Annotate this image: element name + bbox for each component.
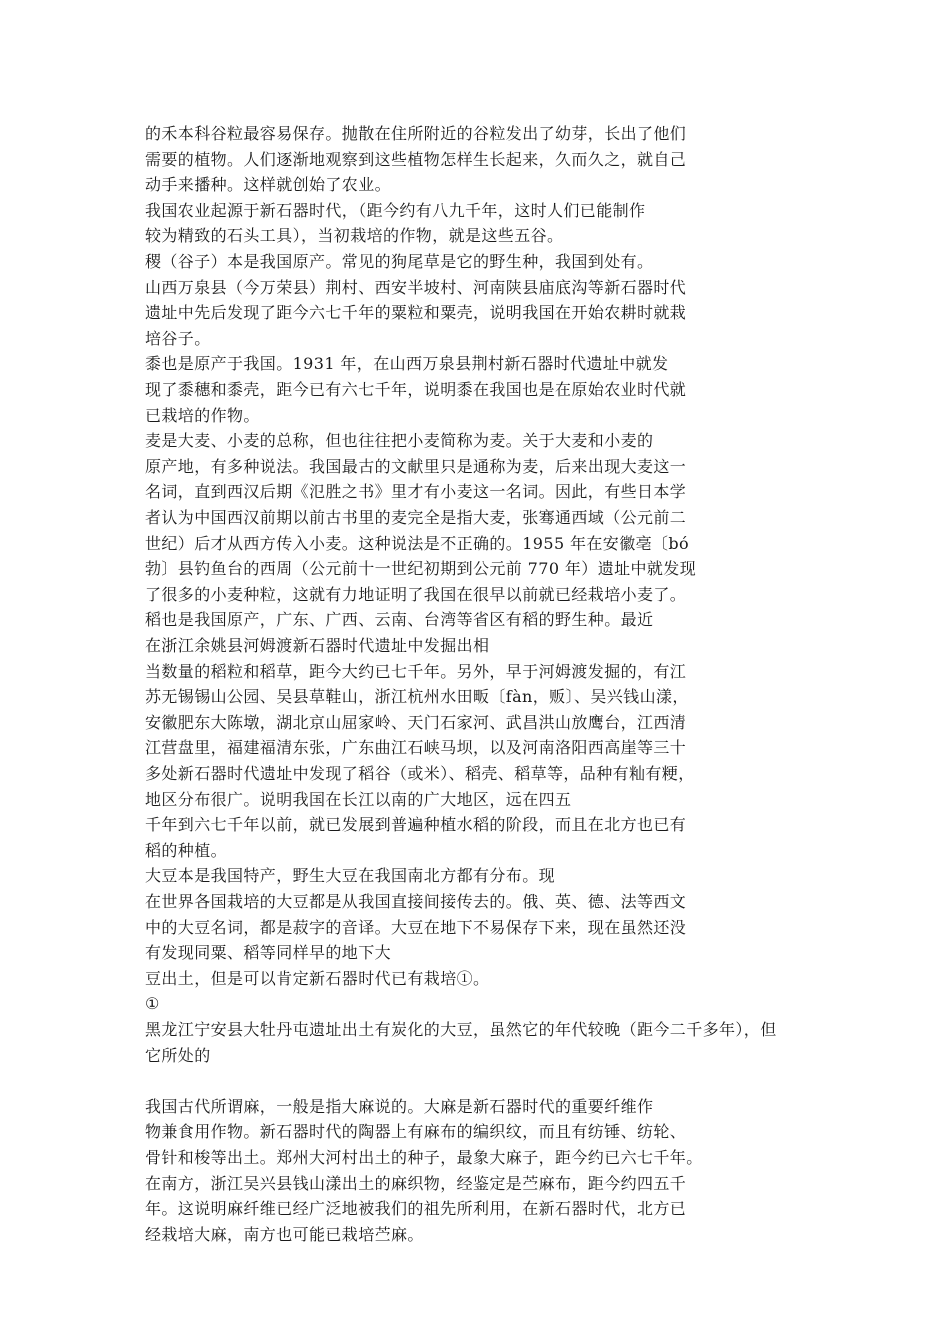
text-line: 它所处的 bbox=[145, 1045, 211, 1065]
text-line: 名词，直到西汉后期《氾胜之书》里才有小麦这一名词。因此，有些日本学 bbox=[145, 482, 687, 502]
text-line: 安徽肥东大陈墩，湖北京山屈家岭、天门石家河、武昌洪山放鹰台，江西清 bbox=[145, 712, 687, 732]
text-line: 的禾本科谷粒最容易保存。抛散在住所附近的谷粒发出了幼芽，长出了他们 bbox=[145, 124, 687, 143]
text-line: 豆出土，但是可以肯定新石器时代已有栽培①。 bbox=[145, 968, 490, 988]
text-line: 稷（谷子）本是我国原产。常见的狗尾草是它的野生种，我国到处有。 bbox=[145, 252, 654, 271]
text-line: 在南方，浙江吴兴县钱山漾出土的麻织物，经鉴定是苎麻布，距今约四五千 bbox=[145, 1173, 687, 1193]
text-line: 有发现同粟、稻等同样早的地下大 bbox=[145, 943, 392, 963]
text-line: 大豆本是我国特产，野生大豆在我国南北方都有分布。现 bbox=[145, 866, 556, 886]
text-line: 苏无锡锡山公园、吴县草鞋山，浙江杭州水田畈〔fàn，贩〕、吴兴钱山漾， bbox=[145, 687, 689, 707]
text-line: 麦是大麦、小麦的总称，但也往往把小麦简称为麦。关于大麦和小麦的 bbox=[145, 431, 654, 451]
text-line: 在世界各国栽培的大豆都是从我国直接间接传去的。俄、英、德、法等西文 bbox=[145, 892, 687, 911]
text-line: 多处新石器时代遗址中发现了稻谷（或米）、稻壳、稻草等，品种有籼有粳， bbox=[145, 764, 695, 783]
text-line: 骨针和梭等出土。郑州大河村出土的种子，最象大麻子，距今约已六七千年。 bbox=[145, 1148, 703, 1167]
text-line: 世纪）后才从西方传入小麦。这种说法是不正确的。1955 年在安徽亳〔bó bbox=[145, 533, 690, 553]
text-line: 勃〕县钓鱼台的西周（公元前十一世纪初期到公元前 770 年）遗址中就发现 bbox=[145, 559, 697, 579]
text-line: 经栽培大麻，南方也可能已栽培苎麻。 bbox=[145, 1224, 424, 1244]
text-line: 物兼食用作物。新石器时代的陶器上有麻布的编织纹，而且有纺锤、纺轮、 bbox=[145, 1122, 687, 1142]
text-line: 江营盘里，福建福清东张，广东曲江石峡马坝，以及河南洛阳西高崖等三十 bbox=[145, 738, 687, 758]
text-line: 稻也是我国原产，广东、广西、云南、台湾等省区有稻的野生种。最近 bbox=[145, 610, 654, 630]
text-line: ① bbox=[145, 994, 160, 1014]
text-line: 已栽培的作物。 bbox=[145, 405, 260, 425]
text-line: 黑龙江宁安县大牡丹屯遗址出土有炭化的大豆，虽然它的年代较晚（距今二千多年），但 bbox=[145, 1020, 777, 1039]
text-line: 我国农业起源于新石器时代，（距今约有八九千年，这时人们已能制作 bbox=[145, 200, 646, 220]
text-line: 我国古代所谓麻，一般是指大麻说的。大麻是新石器时代的重要纤维作 bbox=[145, 1096, 654, 1116]
text-line: 中的大豆名词，都是菽字的音译。大豆在地下不易保存下来，现在虽然还没 bbox=[145, 917, 687, 937]
text-line: 现了黍穗和黍壳，距今已有六七千年，说明黍在我国也是在原始农业时代就 bbox=[145, 380, 687, 399]
text-line: 较为精致的石头工具），当初栽培的作物，就是这些五谷。 bbox=[145, 226, 564, 246]
text-line: 培谷子。 bbox=[145, 328, 211, 348]
text-line: 动手来播种。这样就创始了农业。 bbox=[145, 175, 392, 195]
text-line: 稻的种植。 bbox=[145, 840, 228, 860]
text-line: 原产地，有多种说法。我国最古的文献里只是通称为麦，后来出现大麦这一 bbox=[145, 456, 687, 476]
text-line: 年。这说明麻纤维已经广泛地被我们的祖先所利用，在新石器时代，北方已 bbox=[145, 1199, 687, 1219]
text-line: 山西万泉县（今万荣县）荆村、西安半坡村、河南陕县庙底沟等新石器时代 bbox=[145, 277, 687, 297]
text-line: 当数量的稻粒和稻草，距今大约已七千年。另外，早于河姆渡发掘的，有江 bbox=[145, 661, 687, 681]
text-line: 地区分布很广。说明我国在长江以南的广大地区，远在四五 bbox=[145, 789, 572, 809]
text-line: 者认为中国西汉前期以前古书里的麦完全是指大麦，张骞通西域（公元前二 bbox=[145, 508, 687, 527]
text-line: 遗址中先后发现了距今六七千年的粟粒和粟壳，说明我国在开始农耕时就栽 bbox=[145, 303, 687, 323]
text-line: 黍也是原产于我国。1931 年，在山西万泉县荆村新石器时代遗址中就发 bbox=[145, 354, 669, 374]
text-line: 在浙江余姚县河姆渡新石器时代遗址中发掘出相 bbox=[145, 636, 490, 655]
text-line: 需要的植物。人们逐渐地观察到这些植物怎样生长起来，久而久之，就自己 bbox=[145, 149, 687, 169]
text-line: 了很多的小麦种粒，这就有力地证明了我国在很早以前就已经栽培小麦了。 bbox=[145, 584, 687, 604]
text-line: 千年到六七千年以前，就已发展到普遍种植水稻的阶段，而且在北方也已有 bbox=[145, 815, 687, 835]
